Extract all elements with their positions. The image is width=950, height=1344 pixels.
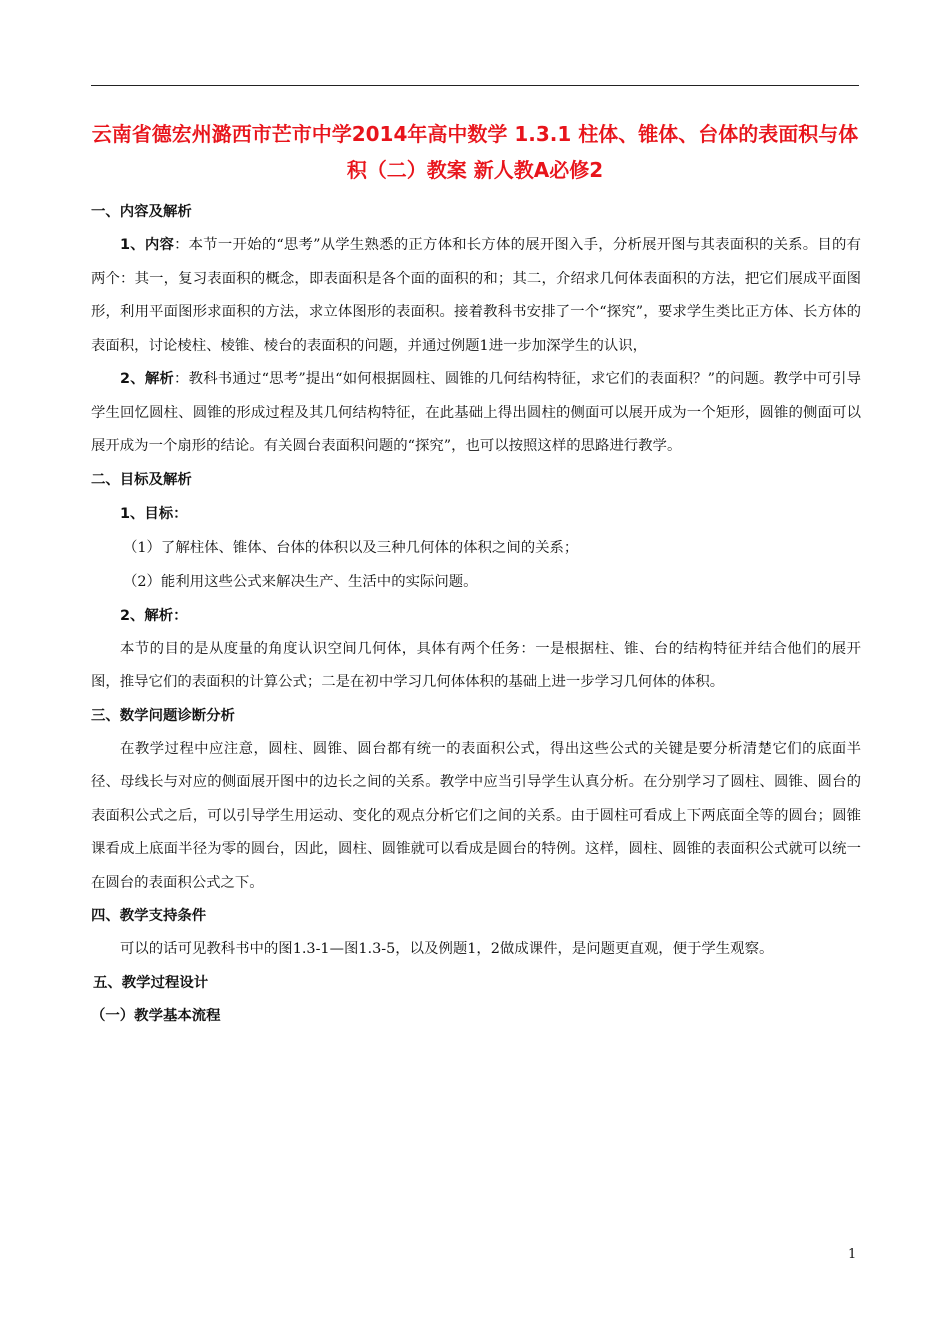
goal-item: （1）了解柱体、锥体、台体的体积以及三种几何体的体积之间的关系； xyxy=(123,539,579,556)
document-title: 云南省德宏州潞西市芒市中学2014年高中数学 1.3.1 柱体、锥体、台体的表面积与体积（二）教案 新人教A必修2 xyxy=(91,122,859,182)
section-heading-content: 一、内容及解析 xyxy=(91,204,192,220)
document-body xyxy=(91,196,861,1033)
paragraph-analysis xyxy=(91,363,861,464)
support-paragraph: 可以的话可见教科书中的图1.3-1—图1.3-5，以及例题1，2做成课件，是问题更直观，便于学生观察。 xyxy=(120,941,774,957)
analysis-label: 2、解析： xyxy=(120,607,188,624)
paragraph-label: 1、内容 xyxy=(120,237,175,253)
section-heading-process: 五、教学过程设计 xyxy=(93,974,209,991)
analysis-paragraph: 本节的目的是从度量的角度认识空间几何体，具体有两个任务：一是根据柱、锥、台的结构特征并结合他们的展开图，推导它们的表面积的计算公式；二是在初中学习几何体体积的基础上进一步学习几何体的体积。 xyxy=(91,640,861,690)
diagnosis-paragraph: 在教学过程中应注意，圆柱、圆锥、圆台都有统一的表面积公式，得出这些公式的关键是要分析清楚它们的底面半径、母线长与对应的侧面展开图中的边长之间的关系。教学中应当引导学生认真分析。在分别学习了圆柱、圆锥、圆台的表面积公式之后，可以引导学生用运动、变化的观点分析它们之间的关系。由于圆柱可看成上下两底面全等的圆台；圆锥课看成上底面半径为零的圆台，因此，圆柱、圆锥就可以看成是圆台的特例。这样，圆柱、圆锥的表面积公式就可以统一在圆台的表面积公式之下。 xyxy=(91,740,861,891)
section-heading-support: 四、教学支持条件 xyxy=(91,908,207,924)
goal-label: 1、目标： xyxy=(120,505,188,522)
paragraph-text: ：教科书通过“思考”提出“如何根据圆柱、圆锥的几何结构特征，求它们的表面积？”的问题。教学中可引导学生回忆圆柱、圆锥的形成过程及其几何结构特征，在此基础上得出圆柱的侧面可以展开成为一个矩形，圆锥的侧面可以展开成为一个扇形的结论。有关圆台表面积问题的“探究”，也可以按照这样的思路进行教学。 xyxy=(91,371,861,454)
subsection-heading-flow: （一）教学基本流程 xyxy=(91,1007,221,1024)
paragraph-label: 2、解析 xyxy=(120,371,175,387)
paragraph-content xyxy=(91,229,861,363)
section-heading-diagnosis: 三、数学问题诊断分析 xyxy=(91,707,235,724)
header-rule xyxy=(91,85,859,86)
paragraph-text: ：本节一开始的“思考”从学生熟悉的正方体和长方体的展开图入手，分析展开图与其表面积的关系。目的有两个：其一，复习表面积的概念，即表面积是各个面的面积的和；其二，介绍求几何体表面积的方法，把它们展成平面图形，利用平面图形求面积的方法，求立体图形的表面积。接着教科书安排了一个“探究”，要求学生类比正方体、长方体的表面积，讨论棱柱、棱锥、棱台的表面积的问题，并通过例题1进一步加深学生的认识， xyxy=(91,237,862,354)
section-heading-goals: 二、目标及解析 xyxy=(91,471,192,488)
page-number: 1 xyxy=(848,1247,857,1262)
goal-item: （2）能利用这些公式来解决生产、生活中的实际问题。 xyxy=(123,573,478,590)
